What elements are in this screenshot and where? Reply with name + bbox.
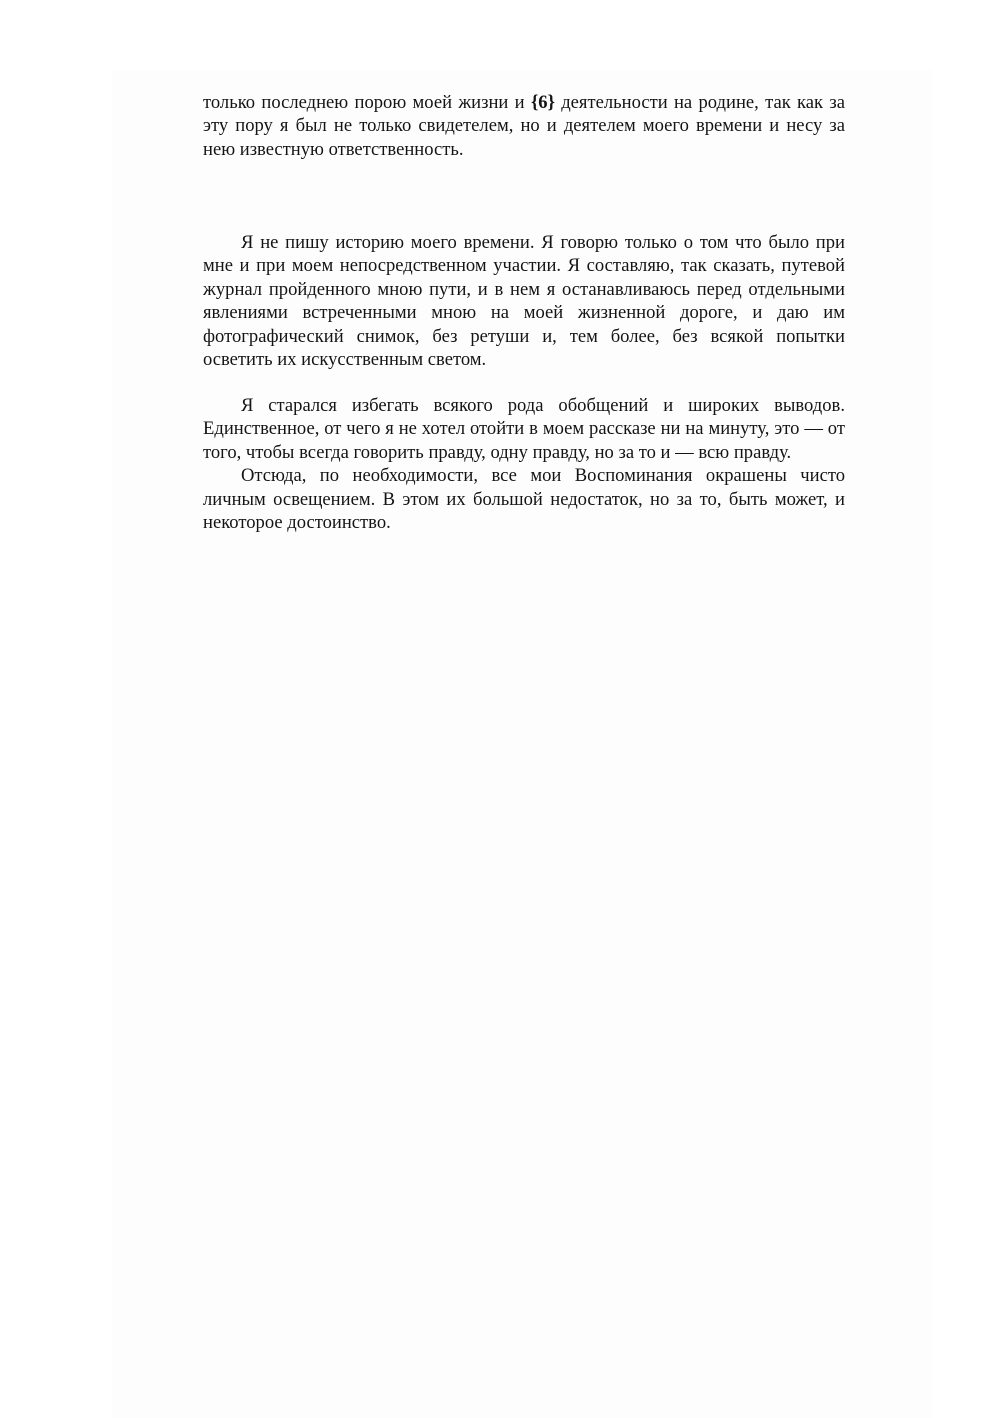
continuation-paragraph: [203, 91, 845, 161]
continuation-text-after: деятельности на родине, так как за эту пору я был не только свидетелем, но и деятелем моего времени и несу за нею известную ответственность.: [203, 92, 845, 160]
continuation-text-before: только последнею порою моей жизни и: [203, 92, 531, 113]
body-paragraph-2: Я старался избегать всякого рода обобщений и широких выводов. Единственное, от чего я не хотел отойти в моем рассказе ни на минуту, это — от того, чтобы всегда говорить правду, одну правду, но за то и — всю правду.: [203, 395, 845, 463]
body-paragraph-1: Я не пишу историю моего времени. Я говорю только о том что было при мне и при моем непосредственном участии. Я составляю, так сказать, путевой журнал пройденного мною пути, и в нем я останавливаюсь перед отдельными явлениями встреченными мною на моей жизненной дороге, и даю им фотографический снимок, без ретуши и, тем более, без всякой попытки осветить их искусственным светом.: [203, 232, 845, 371]
paragraph-block-2: [203, 394, 845, 534]
page-number-marker: {6}: [530, 92, 555, 113]
continuation-block: [203, 91, 845, 161]
paragraph-block-1: [203, 231, 845, 371]
body-paragraph-3: Отсюда, по необходимости, все мои Воспоминания окрашены чисто личным освещением. В этом их большой недостаток, но за то, быть может, и некоторое достоинство.: [203, 465, 845, 534]
